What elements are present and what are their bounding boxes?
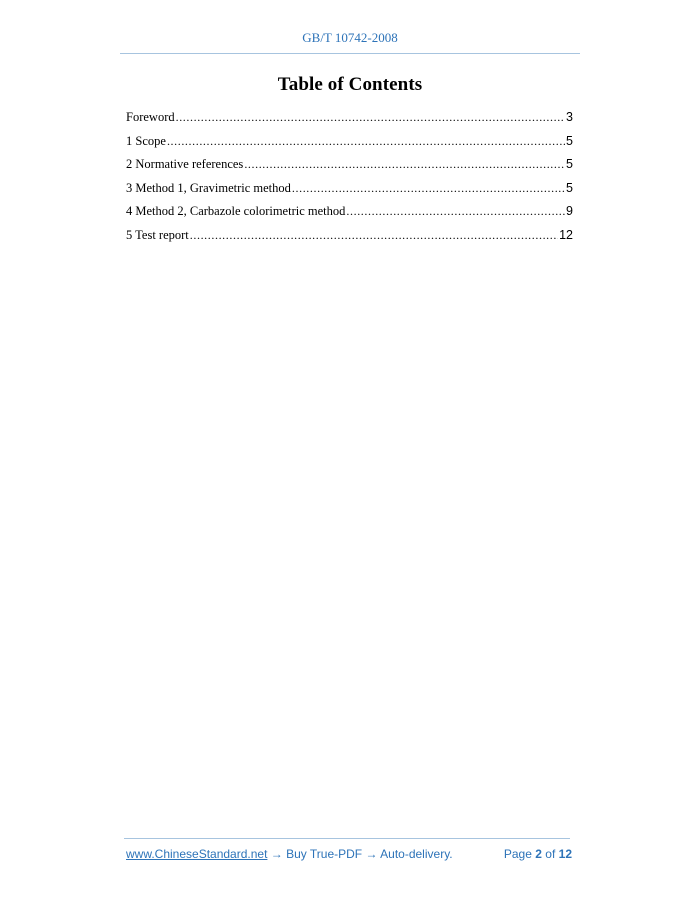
toc-entry-test-report[interactable]	[126, 227, 573, 251]
page-indicator	[504, 847, 572, 861]
toc-entry-scope[interactable]	[126, 133, 573, 157]
toc-dot-leader	[292, 180, 565, 196]
toc-entry-page: 5	[566, 157, 573, 171]
footer-divider	[124, 838, 570, 839]
toc-entry-normative-references[interactable]	[126, 156, 573, 180]
buy-true-pdf-text: Buy True-PDF	[286, 847, 363, 861]
header-divider	[120, 53, 580, 54]
table-of-contents	[126, 109, 573, 250]
toc-entry-page: 3	[566, 110, 573, 124]
toc-entry-page: 5	[566, 180, 573, 195]
toc-entry-gravimetric-method[interactable]	[126, 180, 573, 204]
website-link[interactable]: www.ChineseStandard.net	[126, 847, 268, 861]
toc-entry-label: Foreword	[126, 110, 175, 124]
toc-dot-leader	[244, 156, 565, 172]
toc-dot-leader	[176, 109, 565, 125]
toc-entry-carbazole-method[interactable]	[126, 203, 573, 227]
page-label: Page	[503, 847, 532, 861]
auto-delivery-text: Auto-delivery.	[380, 847, 453, 861]
toc-entry-label: 3 Method 1, Gravimetric method	[126, 180, 291, 195]
document-id-header: GB/T 10742-2008	[302, 30, 398, 45]
toc-dot-leader	[346, 203, 565, 219]
total-pages-number: 12	[558, 847, 572, 861]
toc-entry-page: 9	[566, 204, 573, 218]
toc-dot-leader	[190, 227, 558, 243]
current-page-number: 2	[535, 847, 542, 861]
toc-entry-label: 4 Method 2, Carbazole colorimetric method	[126, 204, 346, 218]
toc-entry-foreword[interactable]	[126, 109, 573, 133]
footer-promo	[126, 847, 453, 861]
of-label: of	[545, 847, 556, 861]
toc-entry-label: 2 Normative references	[126, 157, 244, 171]
page-title: Table of Contents	[277, 74, 423, 95]
toc-dot-leader	[167, 133, 565, 149]
arrow-right-icon: →	[270, 847, 283, 861]
arrow-right-icon: →	[365, 847, 378, 861]
toc-entry-page: 5	[566, 133, 573, 148]
toc-entry-label: 1 Scope	[126, 133, 166, 148]
toc-entry-label: 5 Test report	[126, 227, 189, 242]
toc-entry-page: 12	[559, 227, 573, 242]
